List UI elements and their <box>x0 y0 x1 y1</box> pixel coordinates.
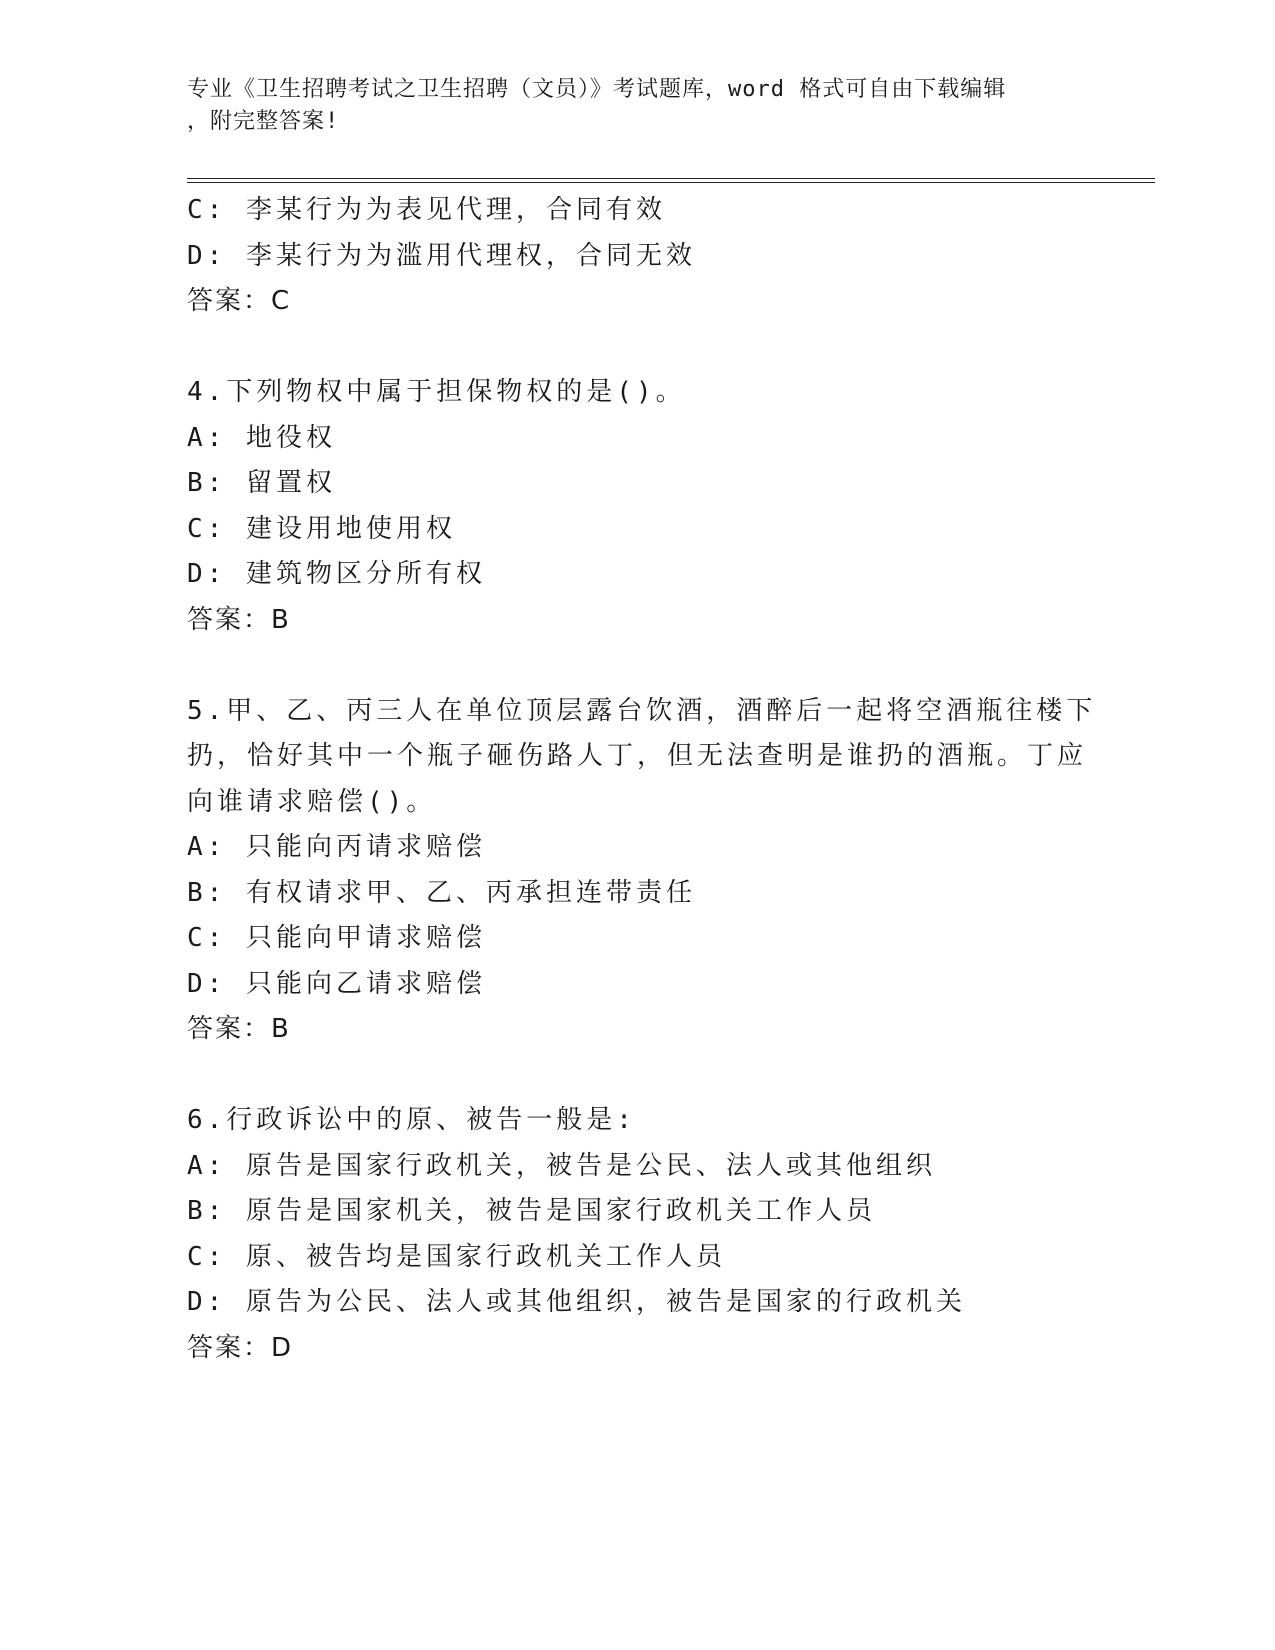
question-4 <box>187 370 1067 643</box>
header-title-line-1: 专业《卫生招聘考试之卫生招聘（文员）》考试题库，word 格式可自由下载编辑 <box>187 77 1007 102</box>
question-5-option-d: D: 只能向乙请求赔偿 <box>187 968 486 999</box>
question-4-option-c: C: 建设用地使用权 <box>187 513 456 544</box>
question-5-option-a: A: 只能向丙请求赔偿 <box>187 832 486 862</box>
question-4-option-a: A: 地役权 <box>187 422 336 453</box>
header-divider-bottom <box>187 182 1155 183</box>
header-title-line-2: ，附完整答案! <box>187 109 340 134</box>
question-4-answer: 答案：B <box>187 604 291 635</box>
question-4-option-b: B: 留置权 <box>187 468 336 498</box>
question-5-option-b: B: 有权请求甲、乙、丙承担连带责任 <box>187 877 696 908</box>
question-5-stem-line-1: 5.甲、乙、丙三人在单位顶层露台饮酒，酒醉后一起将空酒瓶往楼下 <box>187 695 1097 726</box>
question-5 <box>187 689 1097 1053</box>
question-list <box>187 188 1097 1371</box>
question-5-option-c: C: 只能向甲请求赔偿 <box>187 923 486 953</box>
question-6-answer: 答案：D <box>187 1332 294 1363</box>
question-4-stem: 4.下列物权中属于担保物权的是()。 <box>187 377 686 407</box>
question-3-option-d: D: 李某行为为滥用代理权，合同无效 <box>187 240 696 271</box>
question-6 <box>187 1098 1067 1371</box>
question-4-option-d: D: 建筑物区分所有权 <box>187 559 486 589</box>
question-6-option-b: B: 原告是国家机关，被告是国家行政机关工作人员 <box>187 1196 876 1226</box>
question-6-option-d: D: 原告为公民、法人或其他组织，被告是国家的行政机关 <box>187 1287 966 1317</box>
document-header <box>187 74 1067 138</box>
question-spacer <box>187 643 1067 689</box>
question-3-continued <box>187 188 1067 325</box>
question-5-stem-line-3: 向谁请求赔偿()。 <box>187 786 437 817</box>
question-3-answer: 答案：C <box>187 286 292 316</box>
question-6-option-a: A: 原告是国家行政机关，被告是公民、法人或其他组织 <box>187 1150 936 1181</box>
header-divider-top <box>187 178 1155 179</box>
question-5-answer: 答案：B <box>187 1014 291 1044</box>
question-3-option-c: C: 李某行为为表见代理，合同有效 <box>187 195 666 225</box>
question-6-stem: 6.行政诉讼中的原、被告一般是: <box>187 1105 636 1135</box>
question-6-option-c: C: 原、被告均是国家行政机关工作人员 <box>187 1241 726 1272</box>
question-spacer <box>187 1053 1067 1099</box>
question-5-stem-line-2: 扔，恰好其中一个瓶子砸伤路人丁，但无法查明是谁扔的酒瓶。丁应 <box>187 741 1088 771</box>
question-spacer <box>187 325 1067 371</box>
